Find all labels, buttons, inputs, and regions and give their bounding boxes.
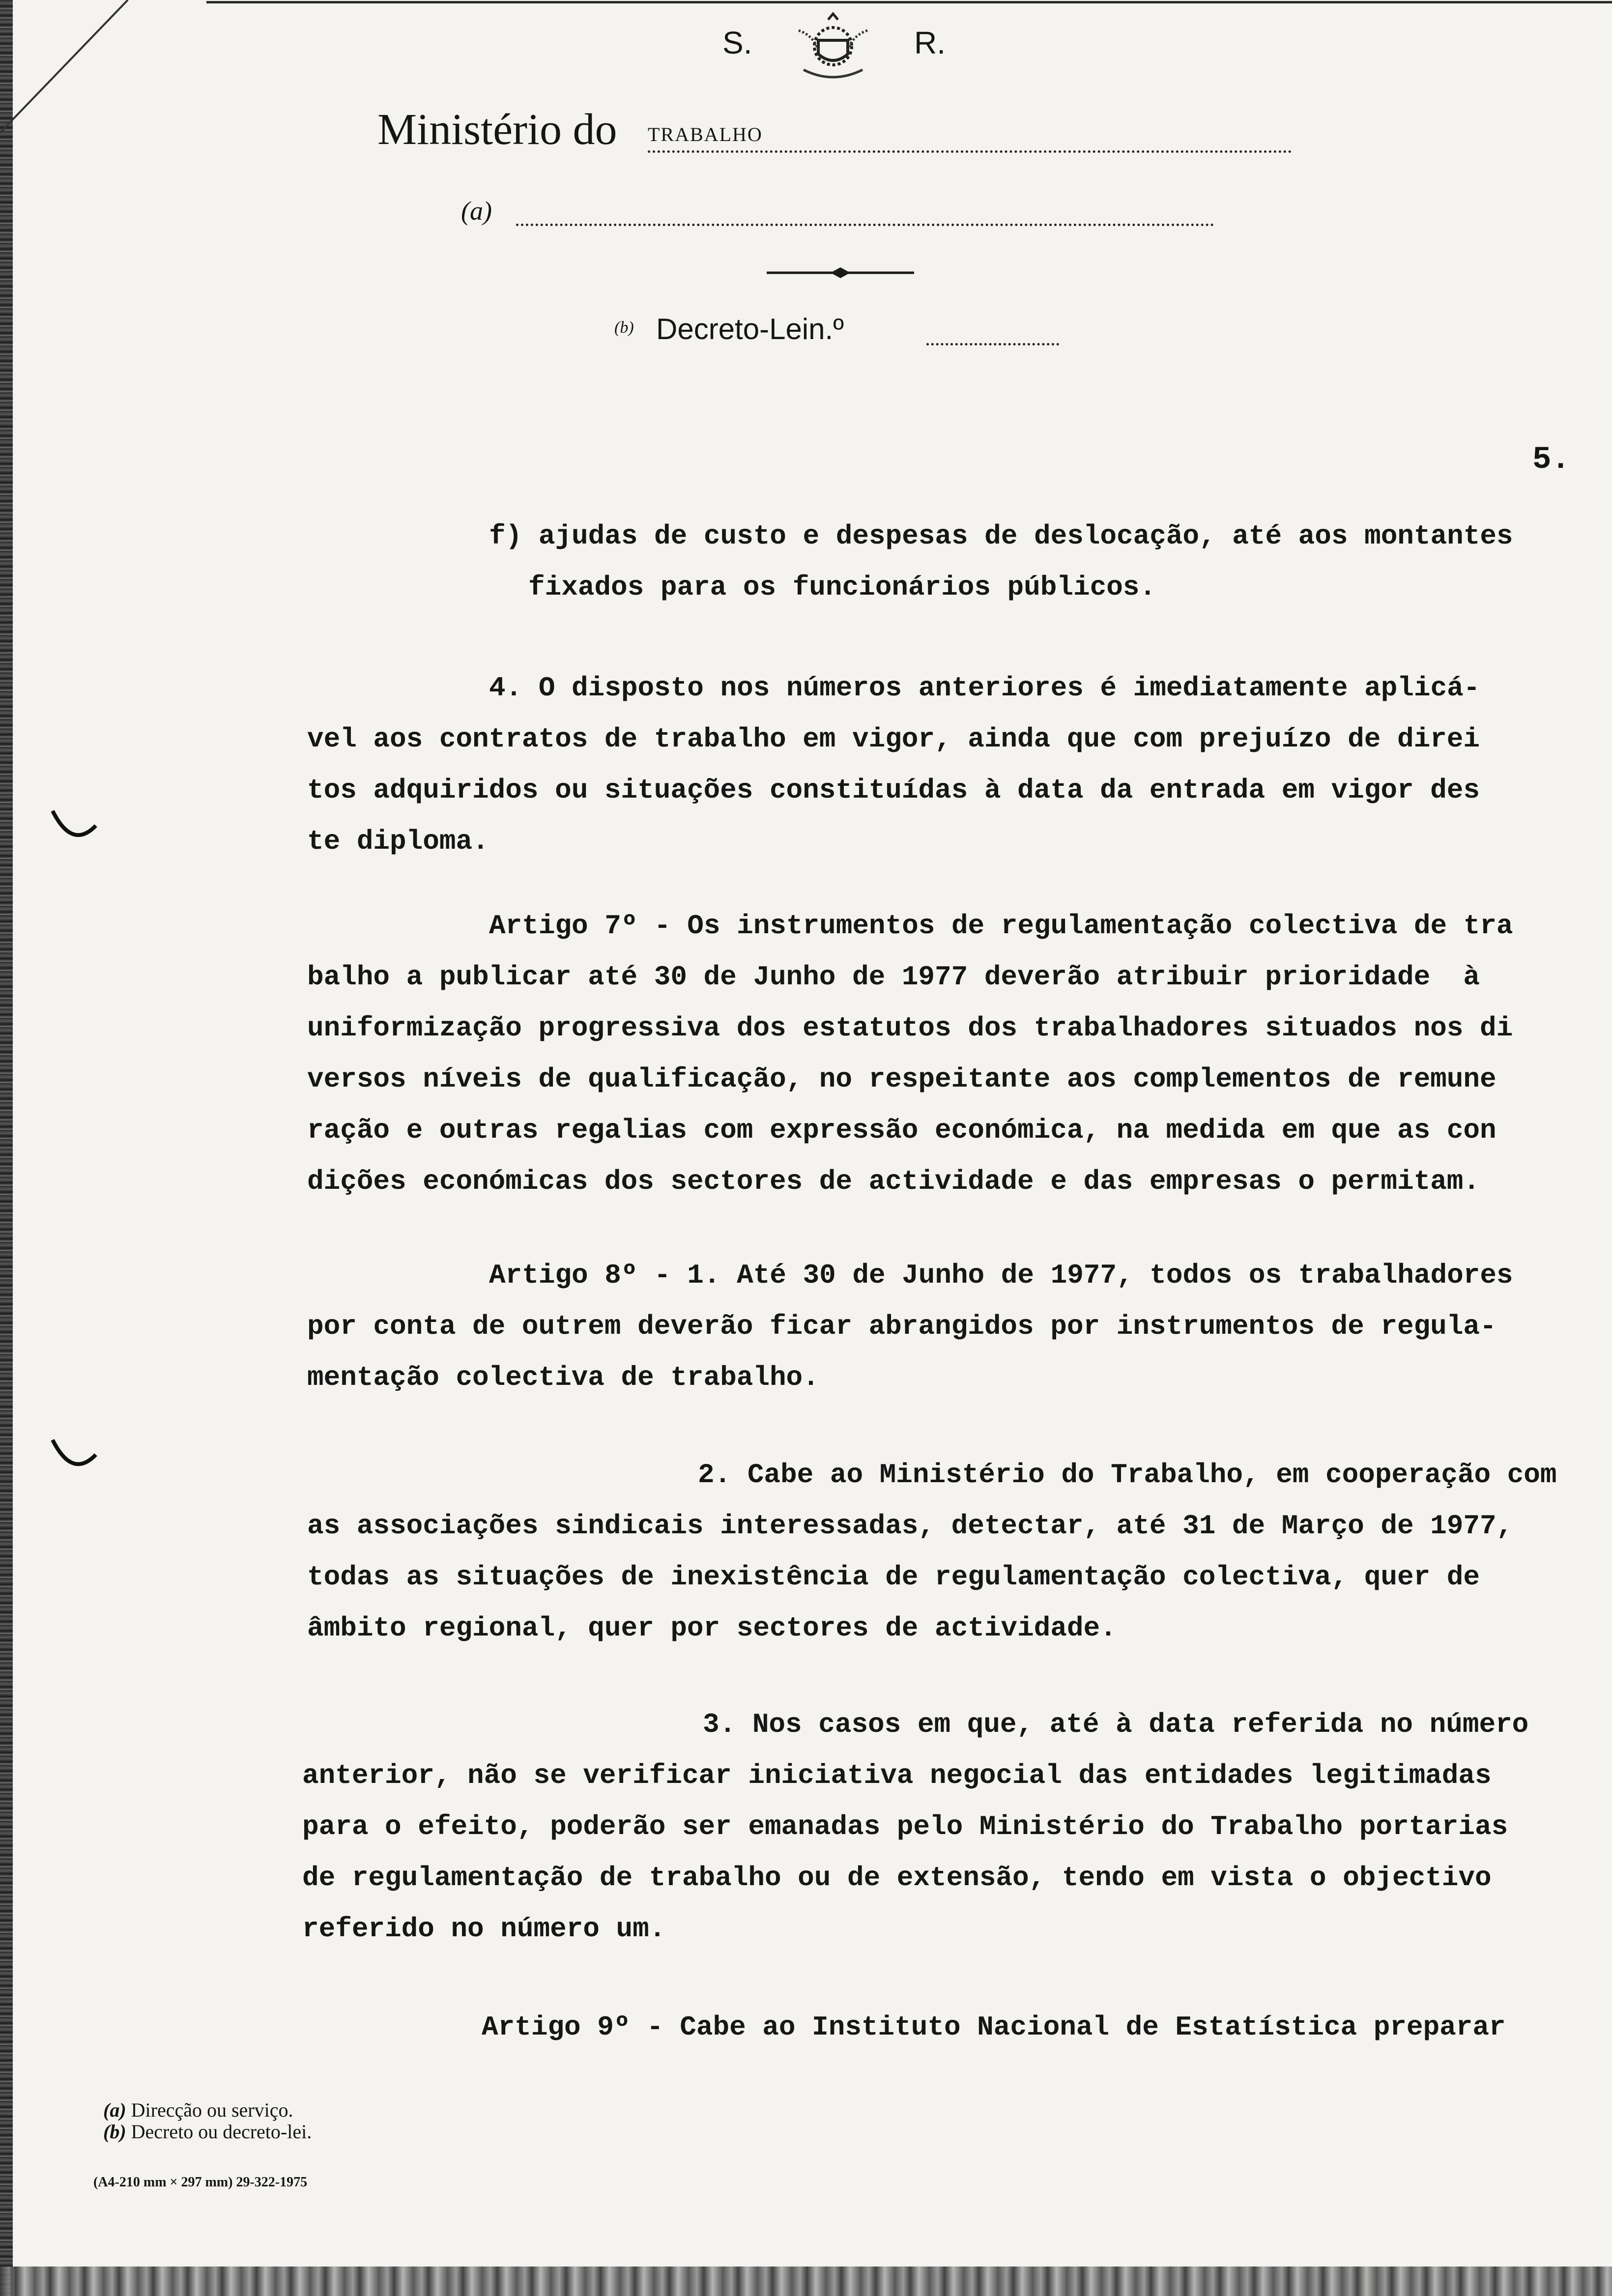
footnote-b-marker: (b) [103, 2121, 126, 2143]
body-line: Artigo 7º - Os instrumentos de regulamentação colectiva de tra [489, 910, 1513, 942]
body-line: versos níveis de qualificação, no respeitante aos complementos de remune [307, 1063, 1497, 1095]
body-line: balho a publicar até 30 de Junho de 1977 deverão atribuir prioridade à [307, 961, 1480, 993]
field-a-marker: (a) [461, 196, 492, 226]
body-line: uniformização progressiva dos estatutos dos trabalhadores situados nos di [307, 1012, 1513, 1044]
body-line: anterior, não se verificar iniciativa negocial das entidades legitimadas [302, 1760, 1492, 1791]
body-line: 3. Nos casos em que, até à data referida no número [703, 1709, 1529, 1740]
body-line: vel aos contratos de trabalho em vigor, ainda que com prejuízo de direi [307, 723, 1480, 755]
ministry-value: TRABALHO [648, 123, 763, 145]
body-line: 2. Cabe ao Ministério do Trabalho, em cooperação com [698, 1459, 1557, 1491]
body-line: tos adquiridos ou situações constituídas à data da entrada em vigor des [307, 775, 1480, 806]
footnote-a [103, 2099, 312, 2121]
letterhead [688, 20, 983, 69]
footnote-b [103, 2121, 312, 2143]
body-line: todas as situações de inexistência de regulamentação colectiva, quer de [307, 1561, 1480, 1593]
top-rule [206, 1, 1612, 3]
body-line: de regulamentação de trabalho ou de extensão, tendo em vista o objectivo [302, 1862, 1492, 1894]
body-line: para o efeito, poderão ser emanadas pelo Ministério do Trabalho portarias [302, 1811, 1508, 1842]
form-code: (A4-210 mm × 297 mm) 29-322-1975 [93, 2175, 308, 2190]
body-line: te diploma. [307, 826, 489, 857]
body-line: Artigo 9º - Cabe ao Instituto Nacional de Estatística preparar [482, 2011, 1506, 2043]
decreto-marker: (b) [614, 318, 634, 337]
body-line: referido no número um. [302, 1913, 666, 1945]
scanned-left-edge [0, 0, 13, 2296]
coat-of-arms-icon [789, 11, 877, 85]
body-line: as associações sindicais interessadas, detectar, até 31 de Março de 1977, [307, 1510, 1513, 1542]
footnote-a-marker: (a) [103, 2099, 126, 2121]
scanned-bottom-edge [0, 2267, 1612, 2296]
letterhead-r: R. [914, 25, 946, 60]
punch-hole-mark-icon [47, 806, 101, 845]
ministry-dotted-line [648, 150, 1292, 153]
divider-ornament-icon [767, 265, 914, 280]
decreto-label: Decreto-Lein.º [656, 313, 844, 345]
punch-hole-mark-icon [47, 1435, 101, 1474]
body-line: f) ajudas de custo e despesas de deslocação, até aos montantes [489, 520, 1513, 552]
letterhead-s: S. [722, 25, 752, 60]
body-line: 4. O disposto nos números anteriores é imediatamente aplicá- [489, 672, 1480, 704]
body-line: Artigo 8º - 1. Até 30 de Junho de 1977, todos os trabalhadores [489, 1260, 1513, 1291]
page-number: 5. [1532, 442, 1570, 478]
footnote-b-text: Decreto ou decreto-lei. [131, 2121, 312, 2143]
body-line: por conta de outrem deverão ficar abrangidos por instrumentos de regula- [307, 1311, 1497, 1342]
body-line: mentação colectiva de trabalho. [307, 1362, 819, 1393]
ministry-label: Ministério do [377, 105, 617, 154]
body-line: fixados para os funcionários públicos. [528, 572, 1156, 603]
decreto-dotted-line [926, 343, 1059, 345]
body-line: dições económicas dos sectores de actividade e das empresas o permitam. [307, 1166, 1480, 1197]
footnotes [103, 2099, 312, 2143]
body-line: âmbito regional, quer por sectores de actividade. [307, 1612, 1117, 1644]
body-line: ração e outras regalias com expressão económica, na medida em que as con [307, 1115, 1497, 1146]
service-dotted-line [516, 224, 1214, 226]
footnote-a-text: Direcção ou serviço. [131, 2099, 293, 2121]
